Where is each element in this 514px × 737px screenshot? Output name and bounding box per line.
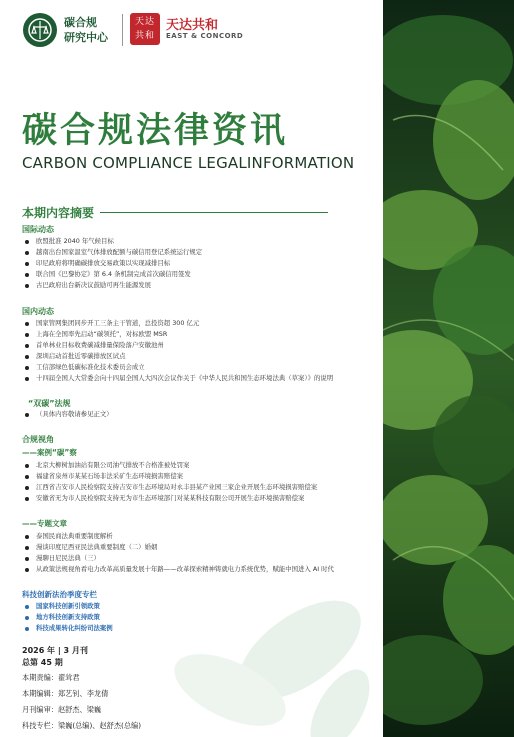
section-heading-domestic: 国内动态 xyxy=(22,307,54,316)
list-item: 古巴政府出台新决议鼓励可再生能源发展 xyxy=(22,280,202,291)
section-heading-perspective: 合规视角 xyxy=(22,435,54,444)
subheading-topic-articles: ——专题文章 xyxy=(22,519,67,528)
domestic-news-list xyxy=(22,318,333,383)
org-east-concord-name: 天达共和 xyxy=(166,18,219,33)
section-heading-tech-column: 科技创新法治季度专栏 xyxy=(22,590,97,599)
section-heading-international: 国际动态 xyxy=(22,225,54,234)
decorative-leaf-graphic xyxy=(150,560,380,737)
credit-line: 本期责编：翟耸君 xyxy=(22,673,80,682)
dual-carbon-list xyxy=(22,409,113,420)
list-item: 福建省泉州市某某石场非法采矿生态环境损害赔偿案 xyxy=(22,471,317,482)
list-item: 国家管网集团同步开工三条主干管道，总投资超 300 亿元 xyxy=(22,318,333,329)
tech-column-list xyxy=(22,601,113,634)
list-item: 安徽省无为市人民检察院支持无为市生态环境部门对某某科技有限公司开展生态环境损害赔偿案 xyxy=(22,493,317,504)
list-item: 首单林业目标收费碳减排量保险落户安徽池州 xyxy=(22,340,333,351)
subheading-case-study: ——案例“碳”察 xyxy=(22,448,77,457)
org1-line1: 碳合规 xyxy=(64,16,97,29)
credit-line: 科技专栏：梁巍(总编)、赵舒杰(总编) xyxy=(22,721,142,730)
page-subtitle: CARBON COMPLIANCE LEGALINFORMATION xyxy=(22,154,355,172)
list-item: 泰国民商法典重要制度解析 xyxy=(22,531,334,542)
org1-line2: 研究中心 xyxy=(64,31,108,44)
org-carbon-compliance-center xyxy=(64,15,124,45)
issue-date: 2026 年 | 3 月刊 xyxy=(22,646,88,655)
list-item: 工信部绿色低碳标准化技术委员会成立 xyxy=(22,362,333,373)
list-item: 欧盟批准 2040 年气候目标 xyxy=(22,236,202,247)
list-item: 联合国《巴黎协定》第 6.4 条机制完成首次碳信用签发 xyxy=(22,269,202,280)
list-item: 江西省吉安市人民检察院支持吉安市生态环境局对永丰县某产业园三家企业开展生态环境损害赔偿案 xyxy=(22,482,317,493)
header-divider xyxy=(122,14,123,46)
list-item: 漫谈印度尼西亚民法典重要制度（二）婚姻 xyxy=(22,542,334,553)
list-item: 越南出台国家温室气体排放配额与碳信用登记系统运行规定 xyxy=(22,247,202,258)
issue-number: 总第 45 期 xyxy=(22,658,63,667)
credit-line: 本期编辑：郑艺钊、李龙倩 xyxy=(22,689,109,698)
list-item: 北京大柳树加油站有限公司油气排放不合格准被处罚案 xyxy=(22,460,317,471)
list-item: 印尼政府将明确碳排放交易政策以实现减排目标 xyxy=(22,258,202,269)
summary-divider xyxy=(100,212,328,213)
list-item: 漫聊日尼民法典（三） xyxy=(22,553,334,564)
carbon-compliance-center-logo-icon xyxy=(22,12,58,48)
east-concord-seal-logo: 天达 共和 xyxy=(130,13,160,45)
credit-line: 月刊编审：赵舒杰、梁巍 xyxy=(22,705,102,714)
org-east-concord-en: EAST & CONCORD xyxy=(166,32,244,40)
list-item: 十四届全国人大常委会向十四届全国人大四次会议作关于《中华人民共和国生态环境法典（草案）》的说明 xyxy=(22,373,333,384)
list-item: （具体内容敬请参见正文） xyxy=(22,409,113,420)
summary-heading: 本期内容摘要 xyxy=(22,206,95,220)
list-item: 科技成果转化纠纷司法案例 xyxy=(22,623,113,634)
leaf-photo xyxy=(383,0,514,737)
list-item: 地方科技创新支持政策 xyxy=(22,612,113,623)
section-heading-dual-carbon: “双碳”法规 xyxy=(28,399,71,408)
list-item: 从政策法规视角看电力改革高质量发展十年路——改革探索精神铸就电力系统优势，赋能中国进入 AI 时代 xyxy=(22,564,334,575)
topic-articles-list xyxy=(22,531,334,575)
list-item: 国家科技创新引领政策 xyxy=(22,601,113,612)
list-item: 上海在全国率先启动“碳领托”，对标欧盟 MSR xyxy=(22,329,333,340)
international-news-list xyxy=(22,236,202,291)
list-item: 深圳启动首批近零碳排放区试点 xyxy=(22,351,333,362)
case-study-list xyxy=(22,460,317,504)
page-title: 碳合规法律资讯 xyxy=(22,111,289,151)
